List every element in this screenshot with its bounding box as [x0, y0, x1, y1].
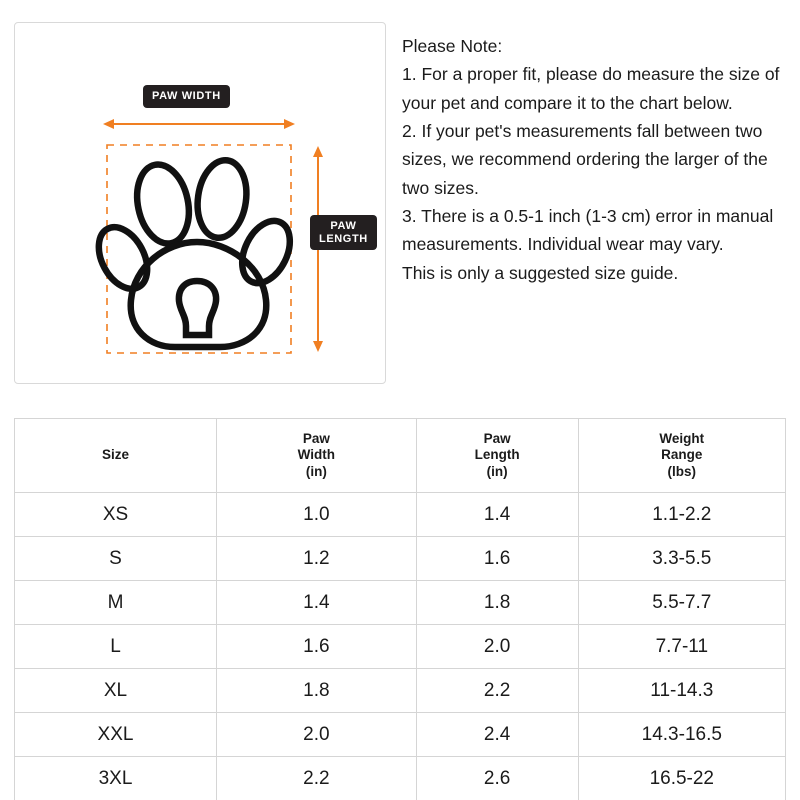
note-item-1: 1. For a proper fit, please do measure the size of your pet and compare it to the chart below. — [402, 64, 780, 113]
paw-illustration — [15, 23, 385, 383]
cell-paw-width: 1.6 — [217, 625, 417, 669]
cell-size: L — [15, 625, 217, 669]
cell-paw-width: 1.2 — [217, 537, 417, 581]
paw-length-label: PAW LENGTH — [310, 215, 377, 250]
cell-weight-range: 14.3-16.5 — [578, 713, 785, 757]
cell-size: 3XL — [15, 757, 217, 800]
column-header-size: Size — [15, 419, 217, 493]
cell-weight-range: 16.5-22 — [578, 757, 785, 800]
cell-weight-range: 3.3-5.5 — [578, 537, 785, 581]
cell-paw-width: 2.0 — [217, 713, 417, 757]
paw-toes — [89, 157, 299, 297]
cell-paw-width: 1.0 — [217, 493, 417, 537]
paw-pad — [131, 242, 267, 347]
cell-paw-length: 2.4 — [416, 713, 578, 757]
cell-size: XS — [15, 493, 217, 537]
cell-size: XXL — [15, 713, 217, 757]
size-chart-table-wrapper — [14, 418, 786, 800]
cell-size: M — [15, 581, 217, 625]
paw-width-label: PAW WIDTH — [143, 85, 230, 108]
cell-weight-range: 7.7-11 — [578, 625, 785, 669]
cell-paw-length: 2.6 — [416, 757, 578, 800]
note-footer: This is only a suggested size guide. — [402, 262, 679, 283]
note-item-2: 2. If your pet's measurements fall between two sizes, we recommend ordering the larger of the two sizes. — [402, 121, 768, 198]
table-row — [15, 493, 786, 537]
cell-weight-range: 11-14.3 — [578, 669, 785, 713]
paw-measurement-diagram — [14, 22, 386, 384]
table-row — [15, 669, 786, 713]
notes-heading: Please Note: — [402, 36, 503, 56]
table-row — [15, 713, 786, 757]
column-header-paw-length: Paw Length (in) — [416, 419, 578, 493]
column-header-paw-width: Paw Width (in) — [217, 419, 417, 493]
cell-paw-width: 1.4 — [217, 581, 417, 625]
cell-size: XL — [15, 669, 217, 713]
cell-paw-length: 1.4 — [416, 493, 578, 537]
table-header-row — [15, 419, 786, 493]
note-item-3: 3. There is a 0.5-1 inch (1-3 cm) error in manual measurements. Individual wear may vary. — [402, 206, 774, 255]
cell-paw-width: 1.8 — [217, 669, 417, 713]
table-row — [15, 537, 786, 581]
cell-size: S — [15, 537, 217, 581]
cell-paw-length: 2.0 — [416, 625, 578, 669]
table-row — [15, 625, 786, 669]
width-arrow — [103, 119, 295, 129]
notes-block — [402, 22, 786, 384]
cell-paw-length: 1.8 — [416, 581, 578, 625]
size-chart-table — [14, 418, 786, 800]
cell-paw-length: 1.6 — [416, 537, 578, 581]
cell-paw-width: 2.2 — [217, 757, 417, 800]
top-section — [0, 0, 800, 384]
table-row — [15, 581, 786, 625]
cell-paw-length: 2.2 — [416, 669, 578, 713]
cell-weight-range: 5.5-7.7 — [578, 581, 785, 625]
cell-weight-range: 1.1-2.2 — [578, 493, 785, 537]
table-row — [15, 757, 786, 800]
paw-diagram-svg — [15, 23, 387, 385]
column-header-weight-range: Weight Range (lbs) — [578, 419, 785, 493]
